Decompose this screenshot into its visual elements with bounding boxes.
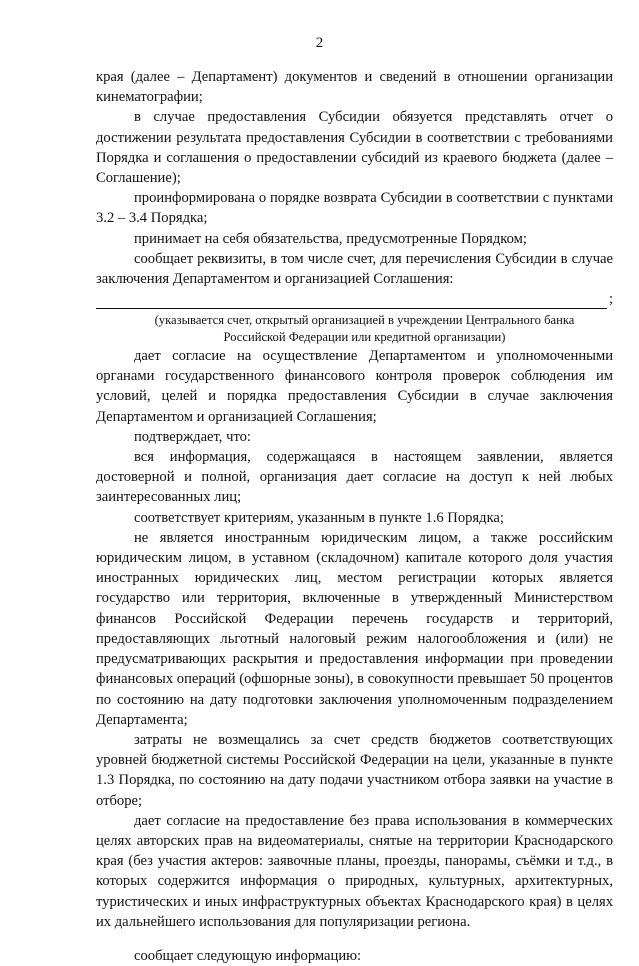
paragraph-confirms: подтверждает, что: (134, 428, 251, 445)
paragraph-costs-not-reimbursed: затраты не возмещались за счет средств бюджетов соответствующих уровней бюджетной системы Российской Федерации на цели, указанные в пункте 1.3 Порядка, по состоянию на дату подачи участником отбора заявки на участие в отборе; (96, 731, 613, 809)
paragraph-refund-procedure: проинформирована о порядке возврата Субсидии в соответствии с пунктами 3.2 – 3.4 Порядка; (96, 190, 613, 227)
bank-account-blank-line (96, 289, 613, 309)
paragraph-information-accuracy: вся информация, содержащаяся в настоящем заявлении, является достоверной и полной, организация дает согласие на доступ к ней любых заинтересованных лиц; (96, 449, 613, 506)
paragraph-video-consent: дает согласие на предоставление без права использования в коммерческих целях авторских прав на видеоматериалы, снятые на территории Краснодарского края (без участия актеров: заявочные планы, проезды, панорамы, съёмки и т.д., в которых содержится информация о природных, культурных, архитектурных, туристических и иных инфраструктурных объектах Краснодарского края) в целях их дальнейшего использования для популяризации региона. (96, 812, 613, 930)
paragraph-bank-details: сообщает реквизиты, в том числе счет, для перечисления Субсидии в случае заключения Департаментом и организацией Соглашения: (96, 250, 613, 288)
paragraph-inspection-consent: дает согласие на осуществление Департаментом и уполномоченными органами государственного финансового контроля проверок соблюдения им условий, целей и порядка предоставления Субсидии в случае заключения Департаментом и организацией Соглашения; (96, 348, 613, 425)
paragraph-criteria: соответствует критериям, указанным в пункте 1.6 Порядка; (134, 509, 504, 526)
document-body (96, 67, 613, 966)
paragraph-foreign-entity: не является иностранным юридическим лицом, а также российским юридическим лицом, в уставном (складочном) капитале которого доля участия иностранных юридических лиц, местом регистрации которых является государство или территория, включенные в утвержденный Министерством финансов Российской Федерации перечень государств и территорий, предоставляющих льготный налоговый режим налогообложения и (или) не предусматривающих раскрытия и предоставления информации при проведении финансовых операций (офшорные зоны), в совокупности превышает 50 процентов по состоянию на дату подготовки заключения уполномоченным подразделением Департамента; (96, 529, 613, 728)
bank-account-footnote: (указывается счет, открытый организацией в учреждении Центрального банка Российской Федерации или кредитной организации) (154, 313, 575, 344)
paragraph-continuation: края (далее – Департамент) документов и сведений в отношении организации кинематографии; (96, 69, 613, 106)
paragraph-report-obligation: в случае предоставления Субсидии обязуется представлять отчет о достижении результата предоставления Субсидии в соответствии с требованиями Порядка и соглашения о предоставлении субсидий из краевого бюджета (далее – Соглашение); (96, 109, 613, 187)
paragraph-information: сообщает следующую информацию: (134, 947, 362, 964)
blank-rule (96, 294, 607, 309)
page-number: 2 (315, 35, 324, 51)
blank-line-end: ; (608, 291, 613, 308)
paragraph-obligations: принимает на себя обязательства, предусмотренные Порядком; (134, 230, 527, 247)
